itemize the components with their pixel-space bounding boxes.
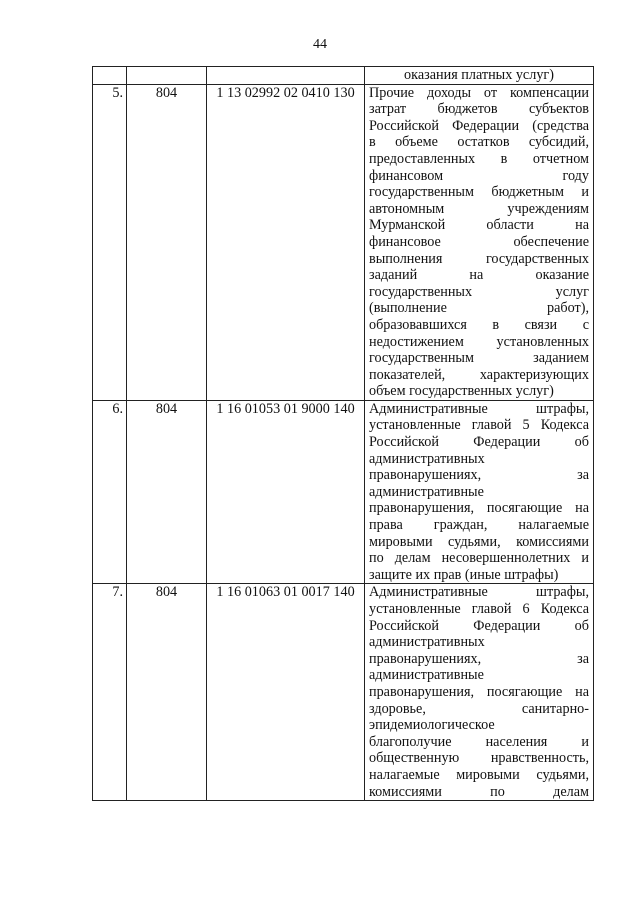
cell-num [93, 67, 127, 85]
cell-num: 7. [93, 584, 127, 801]
name-line: Прочие доходы от компенсации [369, 84, 589, 101]
cell-kbk [207, 67, 365, 85]
name-line: заданий на оказание [369, 267, 589, 284]
name-line: правонарушениях, за [369, 650, 589, 667]
cell-name [365, 400, 594, 584]
cell-admin-code: 804 [127, 584, 207, 801]
cell-num: 6. [93, 400, 127, 584]
name-line: административных [369, 634, 485, 651]
name-line: Российской Федерации (средства [369, 117, 589, 134]
cell-name [365, 84, 594, 400]
name-line: государственных услуг [369, 283, 589, 300]
name-line: показателей, характеризующих [369, 366, 589, 383]
table-row [93, 584, 594, 801]
name-line: (выполнение работ), [369, 300, 589, 317]
name-line: благополучие населения и [369, 733, 589, 750]
cell-kbk: 1 16 01053 01 9000 140 [207, 400, 365, 584]
cell-name [365, 584, 594, 801]
cell-num: 5. [93, 84, 127, 400]
page-number: 44 [313, 37, 327, 52]
name-line: недостижением установленных [369, 333, 589, 350]
name-line: Административные штрафы, [369, 400, 589, 417]
cell-admin-code: 804 [127, 84, 207, 400]
cell-name [365, 67, 594, 85]
revenue-codes-table [92, 66, 594, 801]
name-line: затрат бюджетов субъектов [369, 101, 589, 118]
name-line: объем государственных услуг) [369, 383, 554, 400]
name-line: финансовом году [369, 167, 589, 184]
table-row-continuation [93, 67, 594, 85]
name-line: автономным учреждениям [369, 200, 589, 217]
name-line: защите их прав (иные штрафы) [369, 566, 559, 583]
table-row [93, 84, 594, 400]
name-line: по делам несовершеннолетних и [369, 550, 589, 567]
name-line: образовавшихся в связи с [369, 316, 589, 333]
name-line: налагаемые мировыми судьями, [369, 766, 589, 783]
name-line: правонарушениях, за [369, 467, 589, 484]
name-line: комиссиями по делам [369, 783, 589, 800]
name-line: государственным заданием [369, 350, 589, 367]
name-line: общественную нравственность, [369, 750, 589, 767]
name-line: в объеме остатков субсидий, [369, 134, 589, 151]
table-body [93, 67, 594, 801]
name-line: установленные главой 6 Кодекса [369, 601, 589, 617]
cell-kbk: 1 13 02992 02 0410 130 [207, 84, 365, 400]
name-line: установленные главой 5 Кодекса [369, 417, 589, 434]
name-line: административные [369, 483, 484, 500]
name-line: государственным бюджетным и [369, 184, 589, 201]
name-line: Мурманской области на [369, 217, 589, 234]
name-line: здоровье, санитарно- [369, 700, 589, 717]
name-line: права граждан, налагаемые [369, 517, 589, 534]
cell-admin-code [127, 67, 207, 85]
name-line: правонарушения, посягающие на [369, 500, 589, 517]
cell-kbk: 1 16 01063 01 0017 140 [207, 584, 365, 801]
name-line: оказания платных услуг) [404, 67, 554, 83]
name-line: выполнения государственных [369, 250, 589, 267]
name-line: административных [369, 450, 485, 467]
table-row [93, 400, 594, 584]
name-line: Административные штрафы, [369, 584, 589, 601]
name-line: эпидемиологическое [369, 717, 495, 734]
name-line: правонарушения, посягающие на [369, 683, 589, 700]
name-line: Российской Федерации об [369, 434, 589, 451]
name-line: предоставленных в отчетном [369, 150, 589, 167]
name-line: административные [369, 667, 484, 684]
name-line: Российской Федерации об [369, 617, 589, 634]
name-line: финансовое обеспечение [369, 233, 589, 250]
name-line: мировыми судьями, комиссиями [369, 533, 589, 550]
cell-admin-code: 804 [127, 400, 207, 584]
